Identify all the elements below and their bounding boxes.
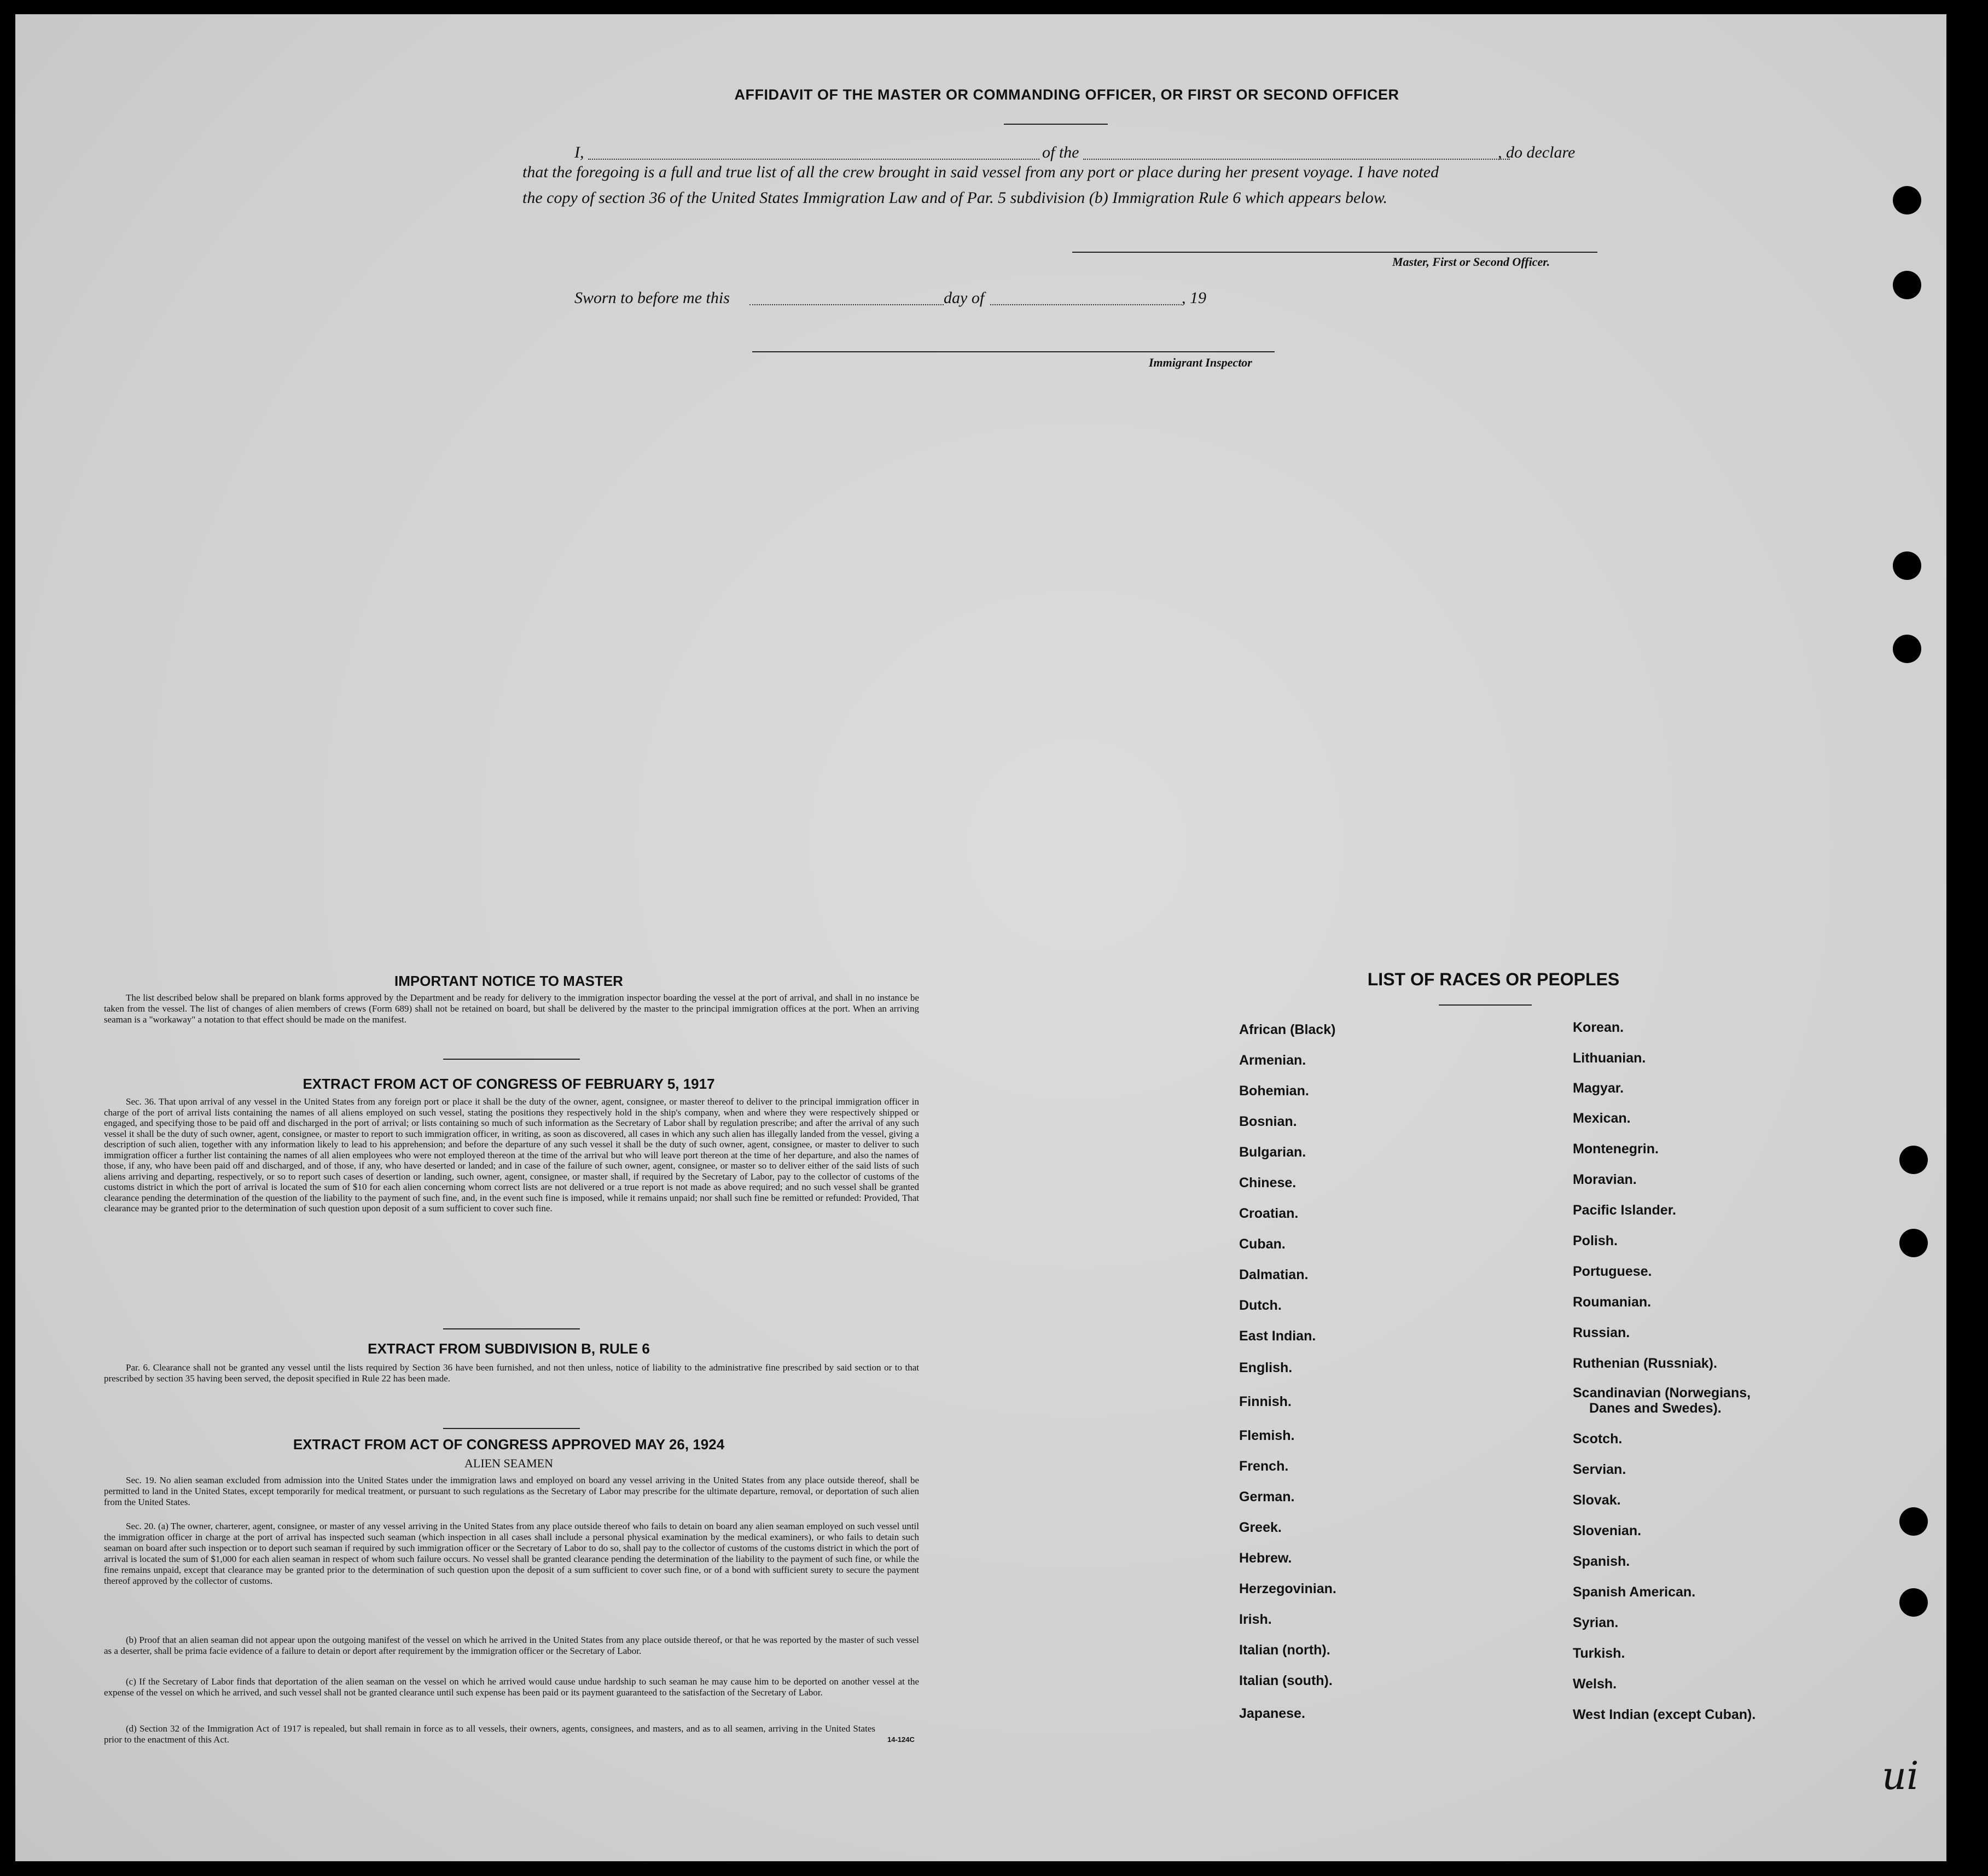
extract-1917-title: EXTRACT FROM ACT OF CONGRESS OF FEBRUARY 5, 1917	[303, 1076, 715, 1092]
extract-1924-subtitle: ALIEN SEAMEN	[464, 1456, 553, 1470]
race-item: East Indian.	[1239, 1328, 1316, 1344]
race-item: Spanish.	[1573, 1554, 1630, 1569]
name-blank	[588, 159, 1039, 160]
affidavit-i: I,	[574, 143, 584, 161]
race-item: Japanese.	[1239, 1706, 1305, 1721]
divider	[443, 1328, 580, 1329]
race-item: Portuguese.	[1573, 1264, 1652, 1279]
inspector-label: Immigrant Inspector	[1149, 356, 1252, 369]
punch-hole	[1899, 1229, 1928, 1257]
extract-rule6-title: EXTRACT FROM SUBDIVISION B, RULE 6	[368, 1340, 650, 1357]
race-item: Pacific Islander.	[1573, 1203, 1676, 1218]
race-item: Turkish.	[1573, 1646, 1625, 1661]
form-number: 14-124C	[887, 1735, 915, 1744]
race-item: French.	[1239, 1459, 1289, 1474]
extract-rule6-body: Par. 6. Clearance shall not be granted any vessel until the lists required by Section 36 have been furnished, and not then unless, notice of liability to the administrative fine prescribed by said section or to that prescribed by section 35 having been served, the deposit specified in Rule 22 has been made.	[104, 1362, 919, 1384]
race-item: Syrian.	[1573, 1615, 1619, 1630]
affidavit-of-the: of the	[1042, 143, 1079, 161]
race-item: Lithuanian.	[1573, 1050, 1646, 1066]
race-item: African (Black)	[1239, 1022, 1336, 1037]
race-item: Dutch.	[1239, 1298, 1282, 1313]
race-item: German.	[1239, 1489, 1295, 1505]
sworn-day-blank	[749, 304, 944, 305]
race-item: West Indian (except Cuban).	[1573, 1707, 1756, 1722]
race-item: Greek.	[1239, 1520, 1282, 1535]
extract-1924-title: EXTRACT FROM ACT OF CONGRESS APPROVED MAY 26, 1924	[293, 1436, 725, 1453]
race-item: Montenegrin.	[1573, 1141, 1659, 1157]
title-divider	[1004, 124, 1108, 125]
divider	[443, 1059, 580, 1060]
extract-1924-sec20b: (b) Proof that an alien seaman did not appear upon the outgoing manifest of the vessel on which he arrived in the United States from any place outside thereof, or that he was reported by the master of such vessel as a deserter, shall be prima facie evidence of a failure to detain or deport after requirement by the immigration officer or the Secretary of Labor.	[104, 1635, 919, 1656]
month-blank	[990, 304, 1182, 305]
race-item: Finnish.	[1239, 1394, 1292, 1409]
affidavit-line3: the copy of section 36 of the United States Immigration Law and of Par. 5 subdivision (b) Immigration Rule 6 which appears below.	[522, 189, 1387, 207]
punch-hole	[1893, 186, 1921, 214]
punch-hole	[1899, 1588, 1928, 1617]
notice-title: IMPORTANT NOTICE TO MASTER	[394, 973, 623, 989]
master-label: Master, First or Second Officer.	[1392, 255, 1550, 269]
race-item: Hebrew.	[1239, 1550, 1292, 1566]
punch-hole	[1893, 551, 1921, 580]
affidavit-line2: that the foregoing is a full and true list of all the crew brought in said vessel from any port or place during her present voyage. I have noted	[522, 163, 1439, 181]
punch-hole	[1899, 1507, 1928, 1536]
race-item: Italian (north).	[1239, 1642, 1330, 1658]
race-item: Slovenian.	[1573, 1523, 1642, 1538]
race-item: Korean.	[1573, 1020, 1624, 1035]
inspector-signature-line	[752, 351, 1275, 352]
race-item: Roumanian.	[1573, 1294, 1652, 1310]
races-title: LIST OF RACES OR PEOPLES	[1367, 969, 1620, 989]
race-item: Mexican.	[1573, 1111, 1631, 1126]
divider	[443, 1428, 580, 1429]
handwritten-mark: ui	[1882, 1753, 1919, 1798]
extract-1917-body: Sec. 36. That upon arrival of any vessel in the United States from any foreign port or place it shall be the duty of the owner, agent, consignee, or master thereof to deliver to the principal immigration officer in charge of the port of arrival lists containing the names of all aliens employed on such vessel, stating the positions they respectively hold in the ship's company, when and where they were respectively shipped or engaged, and specifying those to be paid off and discharged in the port of arrival; or lists containing so much of such information as the Secretary of Labor shall by regulation prescribe; and after the arrival of any such vessel it shall be the duty of such owner, agent, consignee, or master to report to such immigration officer, in writing, as soon as discovered, all cases in which any such alien has illegally landed from the vessel, giving a description of such alien, together with any information likely to lead to his apprehension; and before the departure of any such vessel it shall be the duty of such owner, agent, consignee, or master to deliver to such immigration officer a further list containing the names of all alien employees who were not employed thereon at the time of the arrival but who will leave port thereon at the time of her departure, and also the names of those, if any, who have been paid off and discharged, and of those, if any, who have deserted or landed; and in case of the failure of such owner, agent, consignee, or master so to deliver either of the said lists of such aliens arriving and departing, respectively, or so to report such cases of desertion or landing, such owner, agent, consignee, or master shall, if required by the Secretary of Labor, pay to the collector of customs of the customs district in which the port of arrival is located the sum of $10 for each alien concerning whom correct lists are not delivered or a true report is not made as above required; and no such vessel shall be granted clearance pending the determination of the question of the liability to the payment of such fine, and, in the event such fine is imposed, while it remains unpaid; nor shall such fine be remitted or refunded: Provided, That clearance may be granted prior to the determination of such question upon deposit of a sum sufficient to cover such fine.	[104, 1096, 919, 1213]
day-of-text: day of	[944, 289, 985, 307]
extract-1924-sec20d: (d) Section 32 of the Immigration Act of 1917 is repealed, but shall remain in force as to all vessels, their owners, agents, consignees, and masters, and as to all seamen, arriving in the United States prior to the enactment of this Act.	[104, 1723, 875, 1745]
race-item: English.	[1239, 1360, 1293, 1375]
race-item: Irish.	[1239, 1612, 1272, 1627]
race-item: Croatian.	[1239, 1206, 1299, 1221]
race-item: Spanish American.	[1573, 1584, 1696, 1600]
year-text: , 19	[1182, 289, 1206, 307]
race-item: Magyar.	[1573, 1081, 1624, 1096]
punch-hole	[1899, 1146, 1928, 1174]
divider	[1439, 1004, 1532, 1006]
race-item: Russian.	[1573, 1325, 1630, 1340]
race-item: Cuban.	[1239, 1236, 1286, 1252]
master-signature-line	[1072, 252, 1597, 253]
vessel-blank	[1083, 159, 1510, 160]
race-item: Dalmatian.	[1239, 1267, 1309, 1282]
race-item: Italian (south).	[1239, 1673, 1333, 1688]
race-item: Polish.	[1573, 1233, 1618, 1248]
race-item: Ruthenian (Russniak).	[1573, 1356, 1717, 1371]
race-item: Danes and Swedes).	[1589, 1401, 1722, 1416]
affidavit-title: AFFIDAVIT OF THE MASTER OR COMMANDING OFFICER, OR FIRST OR SECOND OFFICER	[734, 86, 1399, 103]
extract-1924-sec19: Sec. 19. No alien seaman excluded from admission into the United States under the immigration laws and employed on board any vessel arriving in the United States from any place outside thereof, shall be permitted to land in the United States, except temporarily for medical treatment, or pursuant to such regulations as the Secretary of Labor may prescribe for the ultimate departure, removal, or deportation of such alien from the United States.	[104, 1475, 919, 1507]
sworn-text: Sworn to before me this	[574, 289, 730, 307]
affidavit-do-declare: , do declare	[1498, 143, 1576, 161]
race-item: Bohemian.	[1239, 1083, 1309, 1099]
race-item: Bosnian.	[1239, 1114, 1297, 1129]
race-item: Bulgarian.	[1239, 1145, 1306, 1160]
punch-hole	[1893, 271, 1921, 299]
extract-1924-sec20c: (c) If the Secretary of Labor finds that deportation of the alien seaman on the vessel on which he arrived would cause undue hardship to such seaman he may cause him to be deported on another vessel at the expense of the vessel on which he arrived, and such vessel shall not be granted clearance until such expense has been paid or its payment guaranteed to the satisfaction of the Secretary of Labor.	[104, 1676, 919, 1698]
race-item: Servian.	[1573, 1462, 1626, 1477]
race-item: Moravian.	[1573, 1172, 1637, 1187]
race-item: Armenian.	[1239, 1053, 1306, 1068]
extract-1924-sec20a: Sec. 20. (a) The owner, charterer, agent, consignee, or master of any vessel arriving in the United States from any place outside thereof who fails to detain on board any alien seaman employed on such vessel until the immigration officer in charge at the port of arrival has inspected such seaman (which inspection in all cases shall include a personal physical examination by the medical examiners), or who fails to detain such seaman on board after such inspection or to deport such seaman if required by such immigration officer or the Secretary of Labor to do so, shall pay to the collector of customs of the customs district in which the port of arrival is located the sum of $1,000 for each alien seaman in respect of whom such failure occurs. No vessel shall be granted clearance pending the determination of the liability to the payment of such fine, or while the fine remains unpaid, except that clearance may be granted prior to the determination of such question upon the deposit of a sum sufficient to cover such fine, or of a bond with sufficient surety to secure the payment thereof approved by the collector of customs.	[104, 1521, 919, 1586]
race-item: Chinese.	[1239, 1175, 1297, 1190]
race-item: Herzegovinian.	[1239, 1581, 1336, 1596]
race-item: Welsh.	[1573, 1676, 1617, 1692]
race-item: Slovak.	[1573, 1492, 1621, 1508]
race-item: Flemish.	[1239, 1428, 1295, 1443]
punch-hole	[1893, 635, 1921, 663]
race-item: Scandinavian (Norwegians,	[1573, 1385, 1751, 1401]
race-item: Scotch.	[1573, 1431, 1623, 1447]
notice-body: The list described below shall be prepared on blank forms approved by the Department and be ready for delivery to the immigration inspector boarding the vessel at the port of arrival, and shall in no instance be taken from the vessel. The list of changes of alien members of crews (Form 689) shall not be retained on board, but shall be delivered by the master to the principal immigration offices at the port. When an arriving seaman is a "workaway" a notation to that effect should be made on the manifest.	[104, 992, 919, 1025]
